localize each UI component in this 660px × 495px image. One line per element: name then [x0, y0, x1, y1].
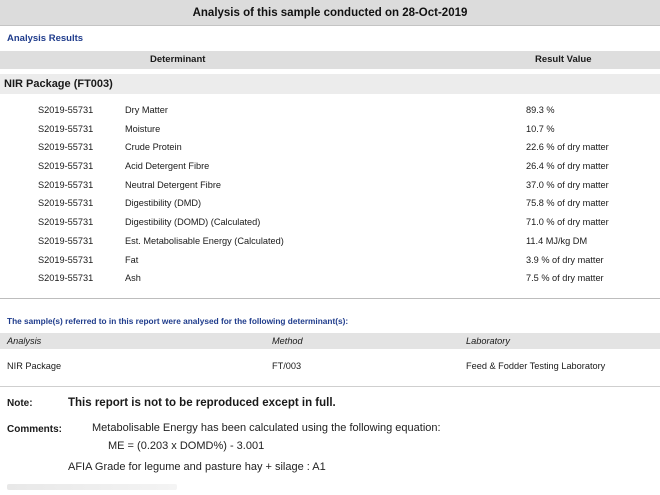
result-value-column-header: Result Value — [535, 54, 592, 65]
comment-line: Metabolisable Energy has been calculated using the following equation: — [92, 422, 441, 434]
result-value: 7.5 % of dry matter — [526, 273, 604, 284]
result-value: 37.0 % of dry matter — [526, 179, 609, 190]
method-column-label: Method — [272, 336, 303, 346]
table-row — [0, 120, 660, 139]
determinant-name: Moisture — [125, 123, 161, 134]
determinant-name: Crude Protein — [125, 142, 182, 153]
table-row — [0, 269, 660, 288]
result-value: 11.4 MJ/kg DM — [526, 235, 588, 246]
package-name: NIR Package (FT003) — [4, 78, 113, 90]
laboratory-name: Feed & Fodder Testing Laboratory — [466, 361, 606, 371]
result-value: 22.6 % of dry matter — [526, 142, 609, 153]
table-row — [0, 157, 660, 176]
note-label: Note: — [7, 398, 33, 409]
determinant-column-header: Determinant — [150, 54, 206, 65]
sample-id: S2019-55731 — [38, 161, 94, 172]
sample-id: S2019-55731 — [38, 179, 94, 190]
report-title: Analysis of this sample conducted on 28-Oct-2019 — [192, 7, 468, 19]
analysis-row — [0, 358, 660, 374]
analysis-name: NIR Package — [7, 361, 62, 371]
determinant-name: Acid Detergent Fibre — [125, 161, 210, 172]
sample-id: S2019-55731 — [38, 235, 94, 246]
determinant-name: Fat — [125, 254, 139, 265]
table-row — [0, 251, 660, 270]
section-divider — [0, 298, 660, 299]
result-value: 10.7 % — [526, 123, 555, 134]
results-table — [0, 101, 660, 288]
method-code: FT/003 — [272, 361, 302, 371]
table-row — [0, 176, 660, 195]
analysis-column-header — [0, 333, 660, 349]
table-row — [0, 138, 660, 157]
determinant-name: Dry Matter — [125, 105, 168, 115]
analysis-results-title: Analysis Results — [7, 33, 84, 44]
results-column-header — [0, 51, 660, 69]
determinant-name: Digestibility (DMD) — [125, 198, 202, 209]
table-row — [0, 213, 660, 232]
result-value: 3.9 % of dry matter — [526, 254, 604, 265]
result-value: 75.8 % of dry matter — [526, 198, 609, 209]
determinant-name: Est. Metabolisable Energy (Calculated) — [125, 235, 284, 246]
comments-label: Comments: — [7, 424, 63, 435]
analysed-determinants-title: The sample(s) referred to in this report were analysed for the following determinant(s): — [7, 316, 349, 326]
report-title-bar — [0, 0, 660, 26]
result-value: 26.4 % of dry matter — [526, 161, 609, 172]
sample-id: S2019-55731 — [38, 254, 94, 265]
sample-id: S2019-55731 — [38, 142, 94, 153]
equation-line: ME = (0.203 x DOMD%) - 3.001 — [108, 440, 265, 452]
determinant-name: Neutral Detergent Fibre — [125, 179, 222, 190]
sample-id: S2019-55731 — [38, 105, 94, 115]
determinant-name: Ash — [125, 273, 141, 284]
sample-id: S2019-55731 — [38, 273, 94, 284]
sample-id: S2019-55731 — [38, 217, 94, 228]
cropped-footer-text — [7, 484, 177, 490]
result-value: 89.3 % — [526, 105, 555, 115]
table-row — [0, 232, 660, 251]
sample-id: S2019-55731 — [38, 198, 94, 209]
laboratory-column-label: Laboratory — [466, 336, 510, 346]
analysis-column-label: Analysis — [7, 336, 42, 346]
package-row — [0, 74, 660, 94]
sample-id: S2019-55731 — [38, 123, 94, 134]
note-text: This report is not to be reproduced except in full. — [68, 397, 336, 409]
table-row — [0, 101, 660, 120]
table-row — [0, 194, 660, 213]
section-divider — [0, 386, 660, 387]
grade-line: AFIA Grade for legume and pasture hay + silage : A1 — [68, 461, 326, 473]
result-value: 71.0 % of dry matter — [526, 217, 609, 228]
determinant-name: Digestibility (DOMD) (Calculated) — [125, 217, 261, 228]
